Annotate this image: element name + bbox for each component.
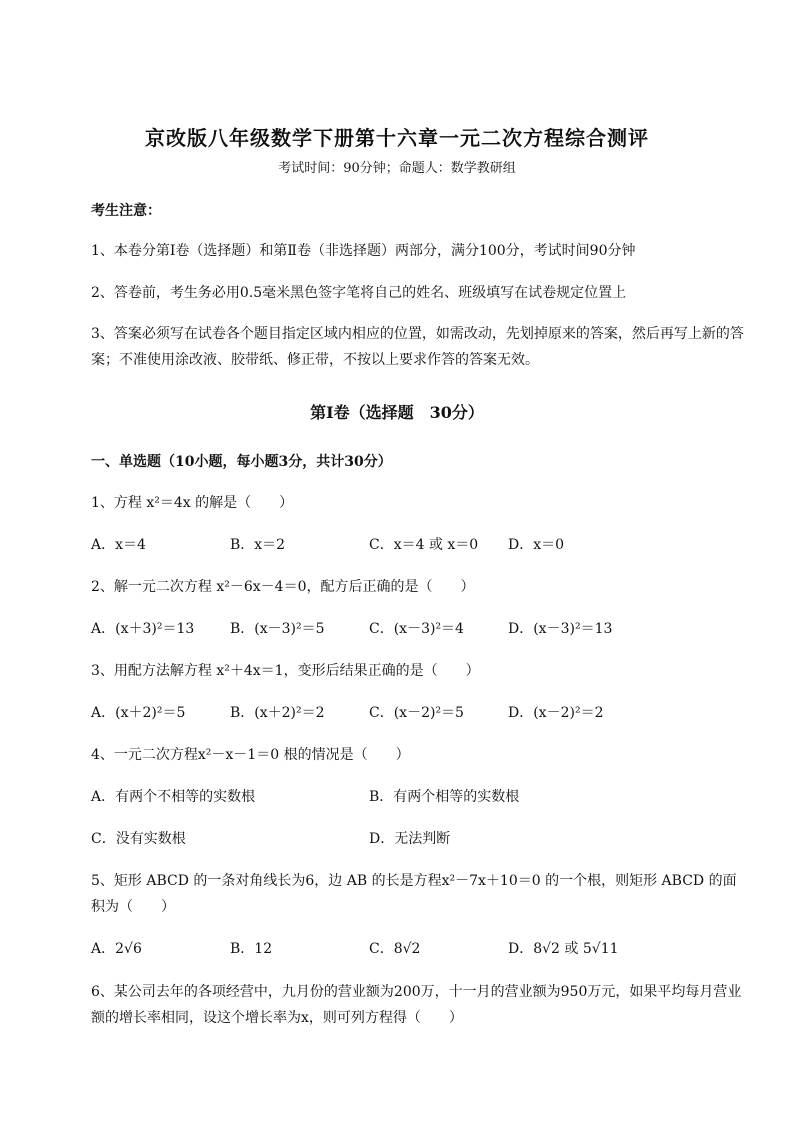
question-1-stem: 1、方程 x²＝4x 的解是（ ）: [91, 495, 294, 511]
question-1-option-c[interactable]: C．x＝4 或 x＝0: [369, 537, 479, 553]
question-2-option-b[interactable]: B．(x－3)²＝5: [230, 621, 325, 637]
question-5-stem: 5、矩形 ABCD 的一条对角线长为6，边 AB 的长是方程x²－7x＋10＝0 的一个根，则矩形 ABCD 的面积为（ ）: [91, 873, 737, 915]
note-item-1: 1、本卷分第Ⅰ卷（选择题）和第Ⅱ卷（非选择题）两部分，满分100分，考试时间90分钟: [91, 243, 636, 259]
question-1-option-a[interactable]: A．x＝4: [91, 537, 146, 553]
question-4-option-d[interactable]: D．无法判断: [369, 831, 451, 847]
question-3-option-b[interactable]: B．(x＋2)²＝2: [230, 705, 325, 721]
question-6-stem: 6、某公司去年的各项经营中，九月份的营业额为200万，十一月的营业额为950万元，如果平均每月营业额的增长率相同，设这个增长率为x，则可列方程得（ ）: [91, 984, 742, 1026]
notes-heading: 考生注意：: [91, 203, 161, 219]
question-3-option-d[interactable]: D．(x－2)²＝2: [508, 705, 604, 721]
part-heading: 一、单选题（10小题，每小题3分，共计30分）: [91, 454, 392, 470]
question-2-option-d[interactable]: D．(x－3)²＝13: [508, 621, 613, 637]
question-3-stem: 3、用配方法解方程 x²＋4x＝1，变形后结果正确的是（ ）: [91, 663, 480, 679]
question-2-option-a[interactable]: A．(x＋3)²＝13: [91, 621, 195, 637]
question-4-option-b[interactable]: B．有两个相等的实数根: [369, 789, 520, 805]
question-4-option-a[interactable]: A．有两个不相等的实数根: [91, 789, 256, 805]
document-title: 京改版八年级数学下册第十六章一元二次方程综合测评: [145, 126, 649, 150]
question-5-option-a[interactable]: A．2√6: [91, 941, 142, 957]
question-2-option-c[interactable]: C．(x－3)²＝4: [369, 621, 464, 637]
question-3-option-a[interactable]: A．(x＋2)²＝5: [91, 705, 186, 721]
question-2-stem: 2、解一元二次方程 x²－6x－4＝0，配方后正确的是（ ）: [91, 579, 475, 595]
section-title: 第Ⅰ卷（选择题 30分）: [310, 403, 484, 422]
question-5-option-c[interactable]: C．8√2: [369, 941, 421, 957]
question-1-option-d[interactable]: D．x＝0: [508, 537, 565, 553]
question-1-option-b[interactable]: B．x＝2: [230, 537, 286, 553]
note-item-2: 2、答卷前，考生务必用0.5毫米黑色签字笔将自己的姓名、班级填写在试卷规定位置上: [91, 285, 627, 301]
question-5-option-b[interactable]: B．12: [230, 941, 273, 957]
note-item-3: 3、答案必须写在试卷各个题目指定区域内相应的位置，如需改动，先划掉原来的答案，然后再写上新的答案；不准使用涂改液、胶带纸、修正带，不按以上要求作答的答案无效。: [91, 326, 744, 368]
question-4-option-c[interactable]: C．没有实数根: [91, 831, 186, 847]
question-4-stem: 4、一元二次方程x²－x－1＝0 根的情况是（ ）: [91, 747, 410, 763]
question-5-option-d[interactable]: D．8√2 或 5√11: [508, 941, 619, 957]
question-3-option-c[interactable]: C．(x－2)²＝5: [369, 705, 464, 721]
document-subtitle: 考试时间：90分钟；命题人：数学教研组: [278, 161, 516, 176]
